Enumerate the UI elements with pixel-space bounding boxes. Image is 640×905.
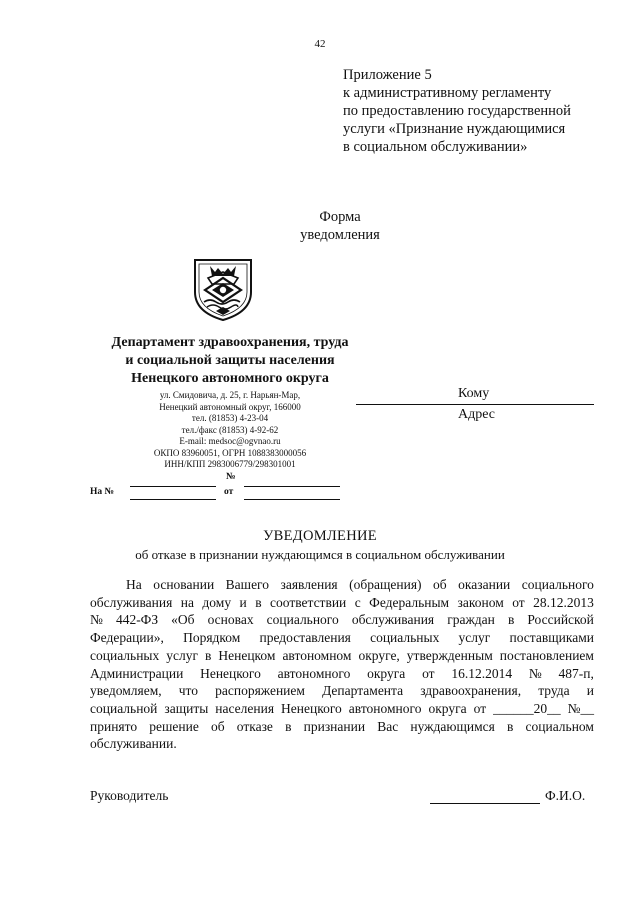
on-number-label: На № xyxy=(90,487,115,497)
body-line: социальной защиты населения Ненецкого автономного округа от ______20__ №__ xyxy=(90,700,594,716)
recipient-line xyxy=(356,404,594,405)
outgoing-number-line xyxy=(130,486,216,487)
department-contacts xyxy=(120,390,340,471)
recipient-to-label: Кому xyxy=(458,386,490,401)
notice-body xyxy=(90,576,594,753)
body-line: На основании Вашего заявления (обращения) об оказании социального xyxy=(126,577,594,592)
body-line: принято решение об отказе в признании Вас нуждающимся в социальном xyxy=(90,718,594,734)
contact-line: ул. Смидовича, д. 25, г. Нарьян-Мар, xyxy=(159,390,301,400)
body-line: Администрации Ненецкого автономного округа от 16.12.2014 № 487-п, xyxy=(90,665,594,681)
contact-line: Ненецкий автономный округ, 166000 xyxy=(159,401,301,412)
form-title-line: уведомления xyxy=(300,227,380,243)
outgoing-date-line xyxy=(244,486,340,487)
signer-position: Руководитель xyxy=(90,788,169,803)
appendix-line: услуги «Признание нуждающимися xyxy=(343,121,566,137)
appendix-line: к административному регламенту xyxy=(343,85,552,101)
incoming-number-line xyxy=(130,499,216,500)
department-name xyxy=(60,334,400,388)
contact-line: E-mail: medsoc@ogvnao.ru xyxy=(179,436,281,446)
appendix-line: Приложение 5 xyxy=(343,67,432,83)
recipient-address-label: Адрес xyxy=(458,407,496,422)
from-label: от xyxy=(224,487,234,497)
body-line: обслуживании. xyxy=(90,736,177,752)
body-line: Федерации», Порядком предоставления социальных услуг поставщиками xyxy=(90,630,594,646)
incoming-date-line xyxy=(244,499,340,500)
signer-name-placeholder: Ф.И.О. xyxy=(545,788,586,803)
notice-subheading: об отказе в признании нуждающимся в социальном обслуживании xyxy=(135,547,505,562)
coat-of-arms-icon xyxy=(190,256,256,322)
body-line: № 442-ФЗ «Об основах социального обслуживания граждан в Российской xyxy=(90,612,594,628)
body-line: социальных услуг в Ненецком автономном округе, утвержденным постановлением xyxy=(90,647,594,663)
page-number: 42 xyxy=(314,38,326,50)
appendix-block xyxy=(343,66,571,156)
department-name-line: Ненецкого автономного округа xyxy=(131,371,329,386)
department-name-line: и социальной защиты населения xyxy=(125,353,335,368)
form-title-line: Форма xyxy=(319,209,361,225)
contact-line: тел. (81853) 4-23-04 xyxy=(191,413,269,423)
appendix-line: по предоставлению государственной xyxy=(343,103,571,119)
department-name-line: Департамент здравоохранения, труда xyxy=(111,335,349,350)
body-line: уведомляем, что распоряжением Департамента здравоохранения, труда и xyxy=(90,683,594,699)
notice-heading: УВЕДОМЛЕНИЕ xyxy=(263,528,377,544)
appendix-line: в социальном обслуживании» xyxy=(343,139,528,155)
contact-line: ИНН/КПП 2983006779/298301001 xyxy=(164,459,296,469)
form-title xyxy=(250,208,430,244)
contact-line: ОКПО 83960051, ОГРН 1088383000056 xyxy=(153,447,307,458)
contact-line: тел./факс (81853) 4-92-62 xyxy=(181,424,279,435)
number-sign: № xyxy=(226,472,236,482)
body-line: обслуживания на дому и в соответствии с Федеральным законом от 28.12.2013 xyxy=(90,594,594,610)
signature-line xyxy=(430,803,540,804)
